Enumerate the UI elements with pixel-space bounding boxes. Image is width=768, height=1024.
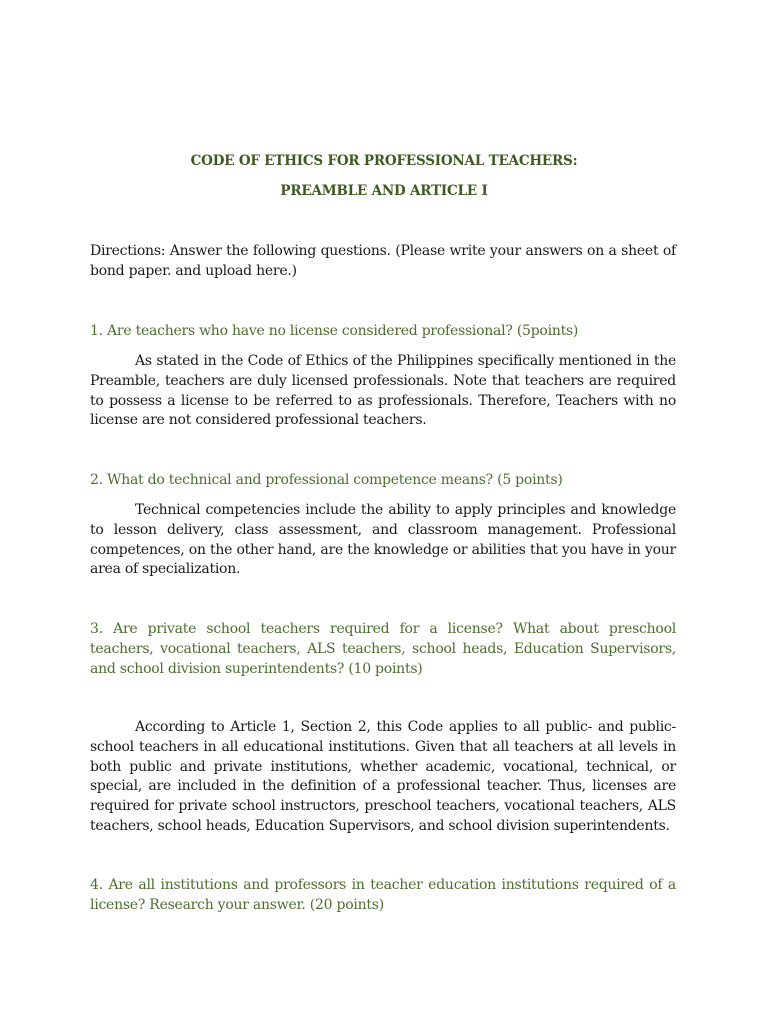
question-3: 3. Are private school teachers required for a license? What about preschool teachers, vocational teachers, ALS teachers, school heads, Education Supervisors, and school division superintendents? (10 points): [90, 621, 676, 677]
document-title: CODE OF ETHICS FOR PROFESSIONAL TEACHERS:: [190, 153, 578, 169]
directions-text: Directions: Answer the following questions. (Please write your answers on a sheet of bond paper. and upload here.): [90, 243, 676, 279]
question-2: 2. What do technical and professional competence means? (5 points): [90, 472, 563, 488]
question-1: 1. Are teachers who have no license considered professional? (5points): [90, 323, 579, 339]
answer-1: As stated in the Code of Ethics of the Philippines specifically mentioned in the Preamble, teachers are duly licensed professionals. Note that teachers are required to possess a license to be referred to as professionals. Therefore, Teachers with no license are not considered professional teachers.: [90, 353, 676, 429]
answer-3: According to Article 1, Section 2, this Code applies to all public- and public-school teachers in all educational institutions. Given that all teachers at all levels in both public and private institutions, whether academic, vocational, technical, or special, are included in the definition of a professional teacher. Thus, licenses are required for private school instructors, preschool teachers, vocational teachers, ALS teachers, school heads, Education Supervisors, and school division superintendents.: [90, 719, 676, 834]
answer-2: Technical competencies include the ability to apply principles and knowledge to lesson delivery, class assessment, and classroom management. Professional competences, on the other hand, are the knowledge or abilities that you have in your area of specialization.: [90, 502, 676, 578]
question-4: 4. Are all institutions and professors in teacher education institutions required of a license? Research your answer. (20 points): [90, 877, 676, 913]
document-subtitle: PREAMBLE AND ARTICLE I: [280, 183, 488, 199]
